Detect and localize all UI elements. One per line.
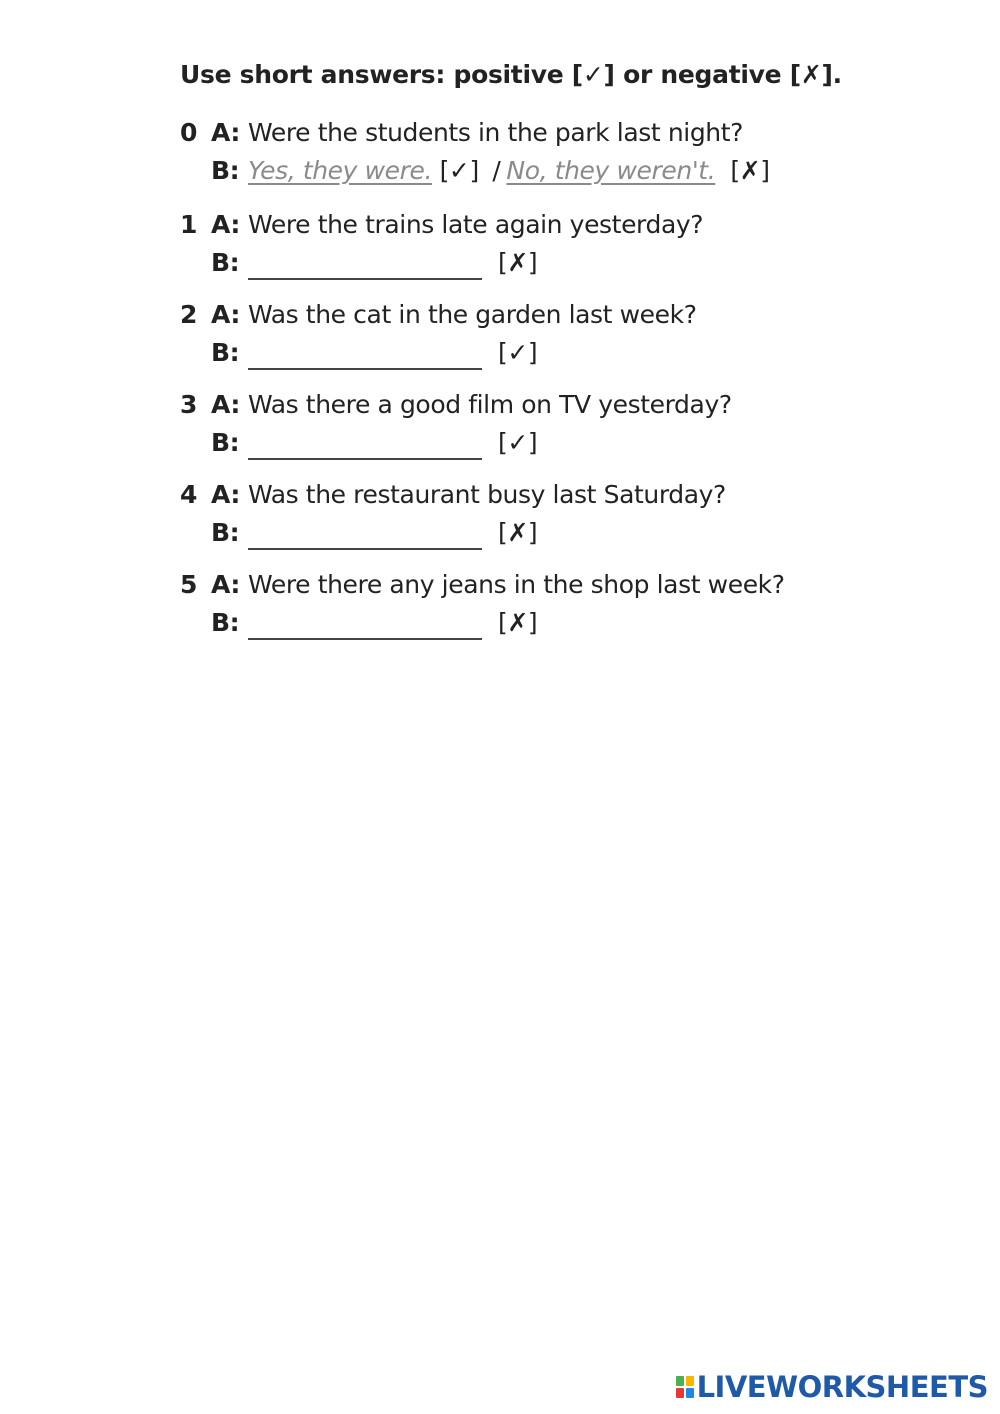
question-line <box>180 300 820 338</box>
positive-mark: [✓] <box>439 156 479 185</box>
answer-blank[interactable] <box>248 278 482 280</box>
example-positive-answer: Yes, they were. <box>248 156 433 185</box>
speaker-a-label: A: <box>211 570 241 599</box>
answer-blank[interactable] <box>248 548 482 550</box>
answer-line <box>180 518 820 556</box>
brand-name: LIVEWORKSHEETS <box>696 1370 988 1404</box>
question-text: Was there a good film on TV yesterday? <box>248 390 732 419</box>
answer-separator: / <box>492 156 501 185</box>
question-line <box>180 480 820 518</box>
logo-cell <box>686 1388 694 1398</box>
question-text: Were there any jeans in the shop last week? <box>248 570 785 599</box>
answer-mark: [✓] <box>498 428 538 457</box>
speaker-b-label: B: <box>211 338 240 367</box>
speaker-b-label: B: <box>211 156 240 185</box>
speaker-a-label: A: <box>211 480 241 509</box>
question-line <box>180 118 820 156</box>
answer-mark: [✗] <box>498 248 538 277</box>
example-negative-answer: No, they weren't. <box>506 156 716 185</box>
answer-line <box>180 608 820 646</box>
exercise-item <box>180 390 820 466</box>
item-number: 2 <box>180 300 197 329</box>
speaker-a-label: A: <box>211 300 241 329</box>
item-number: 0 <box>180 118 197 147</box>
liveworksheets-logo-icon <box>675 1375 695 1399</box>
logo-cell <box>676 1388 684 1398</box>
answer-blank[interactable] <box>248 458 482 460</box>
answer-line <box>180 156 820 194</box>
answer-mark: [✗] <box>498 518 538 547</box>
speaker-b-label: B: <box>211 428 240 457</box>
logo-cell <box>676 1376 684 1386</box>
negative-mark: [✗] <box>730 156 770 185</box>
answer-blank[interactable] <box>248 638 482 640</box>
answer-line <box>180 248 820 286</box>
speaker-a-label: A: <box>211 118 241 147</box>
item-number: 4 <box>180 480 197 509</box>
question-text: Were the trains late again yesterday? <box>248 210 704 239</box>
speaker-a-label: A: <box>211 390 241 419</box>
exercise-item <box>180 480 820 556</box>
question-text: Were the students in the park last night? <box>248 118 744 147</box>
item-number: 5 <box>180 570 197 599</box>
question-line <box>180 390 820 428</box>
speaker-b-label: B: <box>211 248 240 277</box>
item-number: 3 <box>180 390 197 419</box>
answer-blank[interactable] <box>248 368 482 370</box>
exercise-example <box>180 118 820 194</box>
speaker-b-label: B: <box>211 608 240 637</box>
logo-cell <box>686 1376 694 1386</box>
instruction: Use short answers: positive [✓] or negative [✗]. <box>180 60 842 89</box>
exercise-item <box>180 210 820 286</box>
answer-mark: [✓] <box>498 338 538 367</box>
example-answers <box>248 156 770 185</box>
item-number: 1 <box>180 210 197 239</box>
speaker-a-label: A: <box>211 210 241 239</box>
exercise-item <box>180 300 820 376</box>
answer-line <box>180 428 820 466</box>
liveworksheets-brand[interactable] <box>675 1370 988 1404</box>
question-line <box>180 570 820 608</box>
speaker-b-label: B: <box>211 518 240 547</box>
exercise-item <box>180 570 820 646</box>
question-text: Was the cat in the garden last week? <box>248 300 697 329</box>
question-line <box>180 210 820 248</box>
answer-line <box>180 338 820 376</box>
answer-mark: [✗] <box>498 608 538 637</box>
question-text: Was the restaurant busy last Saturday? <box>248 480 726 509</box>
